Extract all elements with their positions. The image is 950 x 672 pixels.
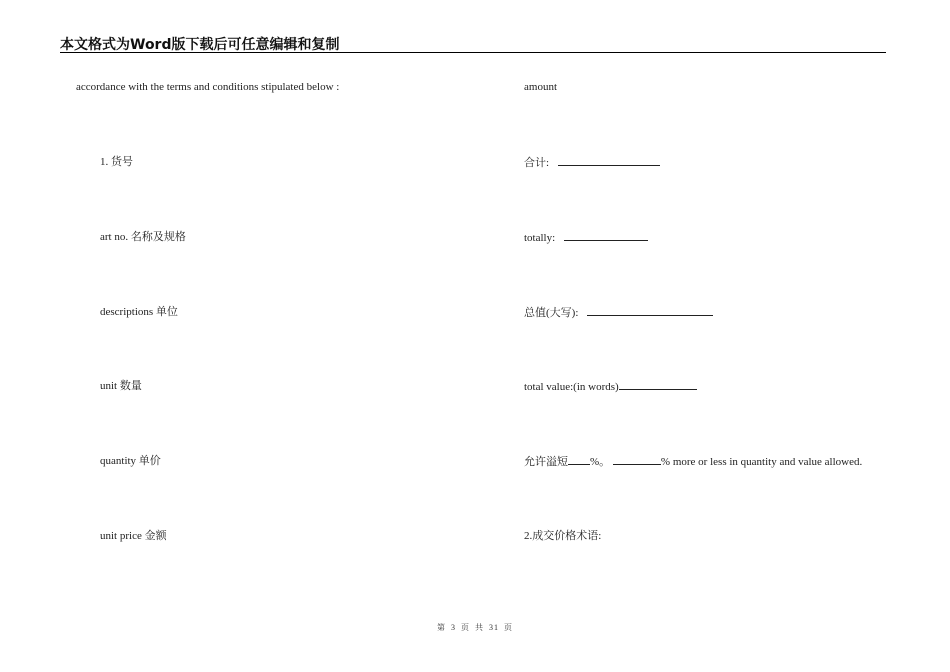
allowance-line [524, 454, 862, 469]
total-cn-blank [558, 155, 660, 166]
footer-page-number: 3 [451, 623, 456, 632]
footer-total-unit: 页 [504, 623, 513, 632]
allowance-en-label: % more or less in quantity and value allowed. [660, 456, 863, 468]
list-item-unit-price: quantity 单价 [100, 455, 161, 467]
total-value-cn-line [524, 305, 713, 320]
allowance-cn-label: 允许溢短 [524, 456, 568, 468]
list-item-unit: descriptions 单位 [100, 306, 178, 318]
allowance-pct-label: %。 [590, 456, 611, 468]
page-footer [0, 622, 950, 633]
footer-page-unit: 页 [461, 623, 470, 632]
total-value-en-label: total value:(in words) [524, 381, 619, 393]
list-item-descriptions: art no. 名称及规格 [100, 231, 186, 243]
amount-label: amount [524, 81, 557, 93]
total-cn-label: 合计: [524, 157, 550, 169]
total-cn-line [524, 155, 660, 170]
price-terms-heading: 2.成交价格术语: [524, 530, 602, 542]
totally-blank [564, 230, 648, 241]
list-item-quantity: unit 数量 [100, 380, 142, 392]
page-header-title: 本文格式为Word版下载后可任意编辑和复制 [60, 37, 340, 53]
total-value-en-blank [619, 379, 697, 390]
list-item-amount-cn: unit price 金额 [100, 530, 167, 542]
intro-text: accordance with the terms and conditions stipulated below : [76, 81, 340, 93]
header-divider [60, 52, 886, 53]
list-item-art-no: 1. 货号 [100, 156, 133, 168]
totally-line [524, 230, 648, 245]
totally-label: totally: [524, 232, 556, 244]
footer-page-label: 第 [437, 623, 446, 632]
allowance-en-blank [613, 454, 661, 465]
total-value-cn-blank [587, 305, 713, 316]
total-value-en-line [524, 379, 697, 394]
footer-total-label: 共 [475, 623, 484, 632]
total-value-cn-label: 总值(大写): [524, 307, 579, 319]
footer-total-pages: 31 [489, 623, 499, 632]
allowance-cn-blank [568, 454, 590, 465]
